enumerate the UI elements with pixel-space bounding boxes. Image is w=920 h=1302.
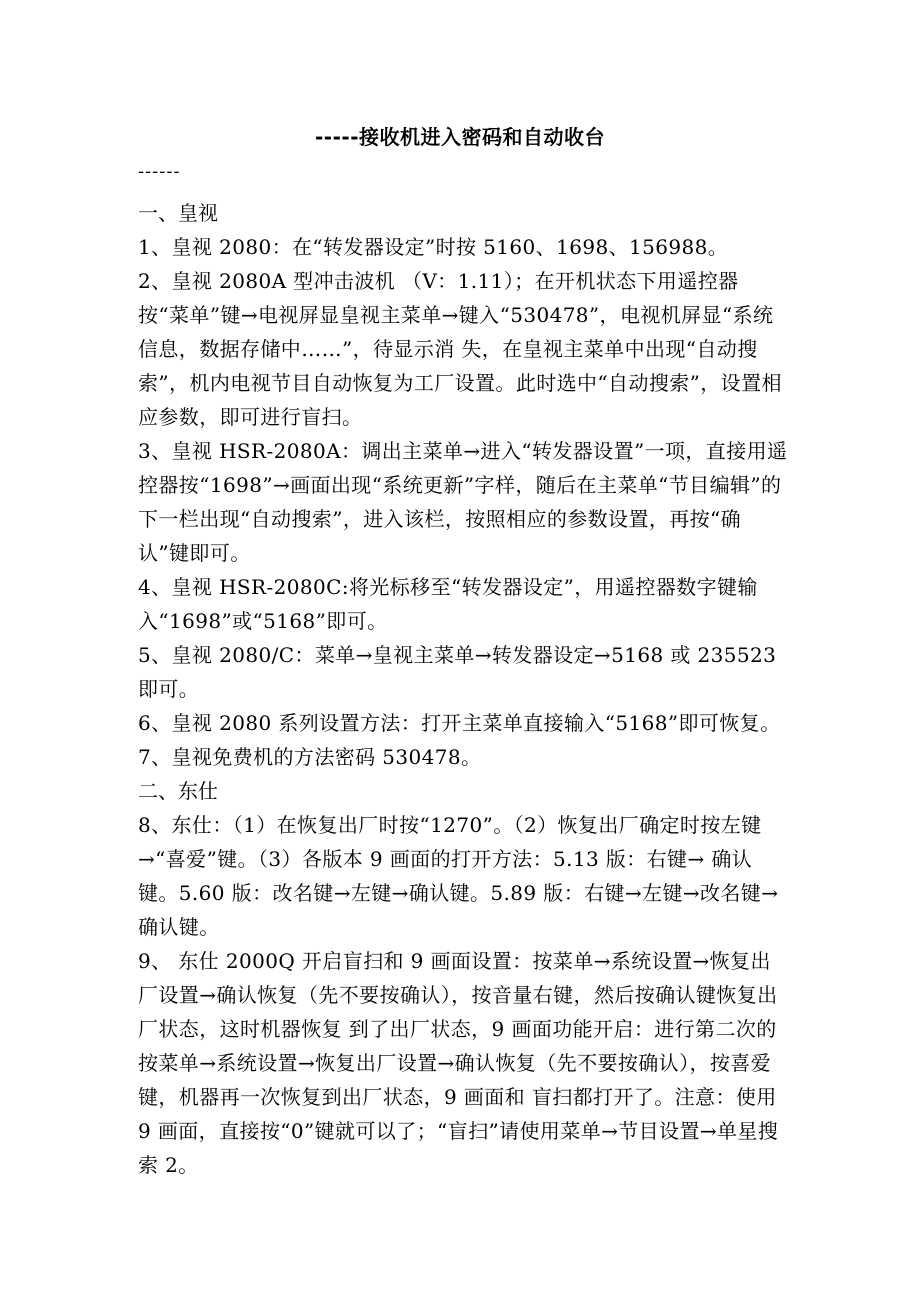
item-1: 1、皇视 2080：在“转发器设定”时按 5160、1698、156988。 [138,235,729,259]
item-3: 3、皇视 HSR-2080A：调出主菜单→进入“转发器设置”一项，直接用遥控器按“1698”→画面出现“系统更新”字样，随后在主菜单“节目编辑”的下一栏出现“自动搜索”，进入该栏，按照相应的参数设置，再按“确认”键即可。 [138,439,788,565]
item-9: 9、 东仕 2000Q 开启盲扫和 9 画面设置：按菜单→系统设置→恢复出厂设置→确认恢复（先不要按确认），按音量右键，然后按确认键恢复出厂状态，这时机器恢复 到了出厂状态，9 画面功能开启：进行第二次的按菜单→系统设置→恢复出厂设置→确认恢复（先不要按确认），按喜爱键，机器再一次恢复到出厂状态，9 画面和 盲扫都打开了。注意：使用 9 画面，直接按“0”键就可以了；“盲扫”请使用菜单→节目设置→单星搜索 2。 [138,949,779,1177]
item-4: 4、皇视 HSR-2080C:将光标移至“转发器设定”，用遥控器数字键输入“1698”或“5168”即可。 [138,575,758,633]
section-heading-huangshi: 一、皇视 [138,201,218,225]
item-5: 5、皇视 2080/C：菜单→皇视主菜单→转发器设定→5168 或 235523 即可。 [138,643,777,701]
item-7: 7、皇视免费机的方法密码 530478。 [138,745,482,769]
title-underline-rule: ------ [138,161,181,182]
item-8: 8、东仕：（1）在恢复出厂时按“1270”。（2）恢复出厂确定时按左键→“喜爱”键。（3）各版本 9 画面的打开方法：5.13 版：右键→ 确认键。5.60 版：改名键→左键→确认键。5.89 版：右键→左键→改名键→确认键。 [138,813,779,939]
item-2: 2、皇视 2080A 型冲击波机 （V：1.11）；在开机状态下用遥控器按“菜单”键→电视屏显皇视主菜单→键入“530478”，电视机屏显“系统信息，数据存储中……”，待显示消 失，在皇视主菜单中出现“自动搜索”，机内电视节目自动恢复为工厂设置。此时选中“自动搜索”，设置相应参数，即可进行盲扫。 [138,269,782,429]
document-title: -----接收机进入密码和自动收台 [314,125,605,149]
section-heading-dongshi: 二、东仕 [138,779,218,803]
item-6: 6、皇视 2080 系列设置方法：打开主菜单直接输入“5168”即可恢复。 [138,711,781,735]
document-body [138,196,788,1182]
